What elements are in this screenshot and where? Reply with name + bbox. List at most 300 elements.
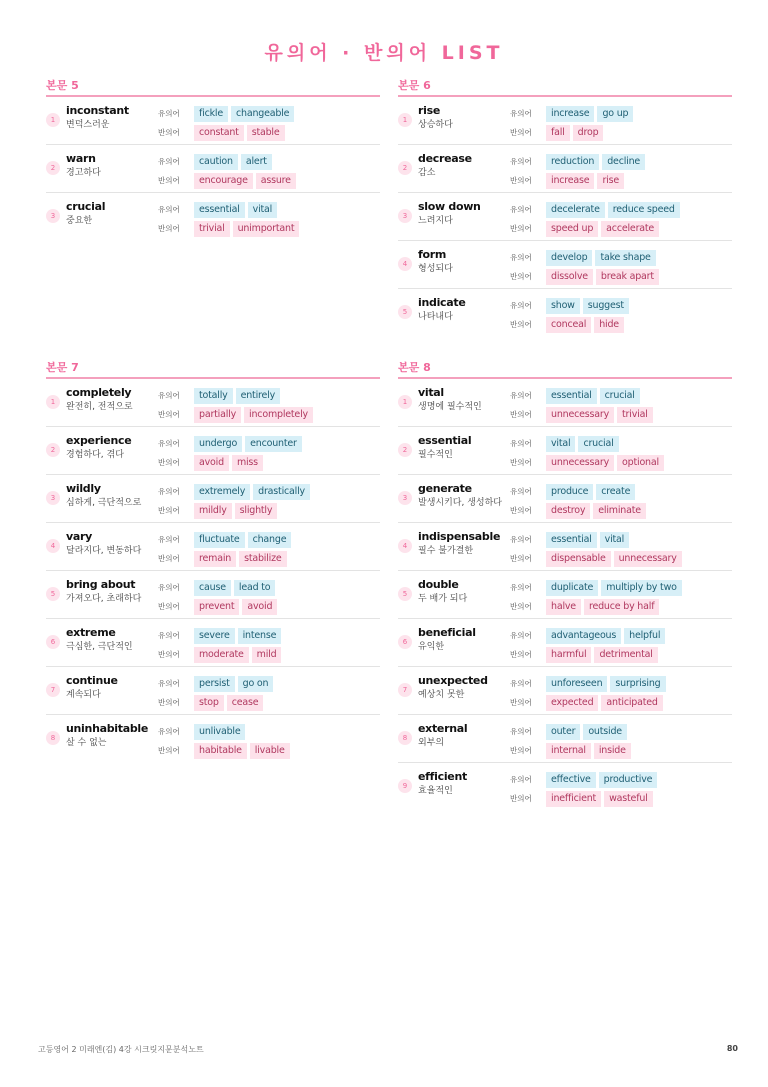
antonym-tag: livable	[250, 743, 290, 759]
headword: uninhabitable	[66, 722, 149, 735]
synonym-label: 유의어	[510, 109, 532, 118]
entry-number-badge: 7	[398, 683, 412, 697]
antonym-row	[158, 123, 297, 142]
antonym-tag: trivial	[194, 221, 230, 237]
word-column	[418, 104, 508, 131]
entry-number-badge: 2	[398, 443, 412, 457]
word-column	[66, 482, 156, 509]
antonym-tag: expected	[546, 695, 598, 711]
korean-meaning: 나타내다	[418, 312, 453, 322]
synonym-tag: reduce speed	[608, 202, 680, 218]
vocab-entry	[46, 667, 380, 715]
antonym-tag: unimportant	[233, 221, 300, 237]
antonym-label: 반의어	[158, 176, 180, 185]
synonym-row	[510, 674, 669, 693]
antonym-row	[510, 597, 685, 616]
korean-meaning: 중요한	[66, 216, 93, 226]
synonym-tag: vital	[546, 436, 575, 452]
synonym-tag: encounter	[245, 436, 302, 452]
antonym-tag: slightly	[235, 503, 278, 519]
word-column	[66, 152, 156, 179]
antonym-tag: encourage	[194, 173, 253, 189]
antonym-row	[158, 597, 280, 616]
synonym-antonym-rows	[158, 626, 284, 664]
synonym-antonym-rows	[158, 482, 313, 520]
synonym-row	[510, 200, 683, 219]
vocab-entry	[398, 193, 732, 241]
word-column	[66, 530, 156, 557]
synonym-row	[158, 674, 276, 693]
synonym-label: 유의어	[510, 301, 532, 310]
headword: rise	[418, 104, 441, 117]
synonym-row	[158, 434, 305, 453]
antonym-label: 반의어	[510, 650, 532, 659]
headword: indicate	[418, 296, 466, 309]
vocab-entry	[398, 523, 732, 571]
synonym-tag: crucial	[578, 436, 618, 452]
antonym-tag: stop	[194, 695, 224, 711]
synonym-tag: multiply by two	[601, 580, 682, 596]
synonym-tag: take shape	[595, 250, 655, 266]
synonym-tag: outer	[546, 724, 580, 740]
entry-number-badge: 3	[46, 491, 60, 505]
antonym-row	[158, 645, 284, 664]
antonym-tag: moderate	[194, 647, 249, 663]
entry-number-badge: 2	[398, 161, 412, 175]
synonym-tag: advantageous	[546, 628, 621, 644]
korean-meaning: 효율적인	[418, 786, 453, 796]
vocab-entry	[398, 475, 732, 523]
entry-number-badge: 3	[398, 209, 412, 223]
vocab-entry	[46, 571, 380, 619]
synonym-label: 유의어	[510, 727, 532, 736]
headword: wildly	[66, 482, 101, 495]
synonym-antonym-rows	[510, 770, 660, 808]
headword: double	[418, 578, 459, 591]
synonym-antonym-rows	[158, 200, 302, 238]
entry-number-badge: 1	[398, 113, 412, 127]
entry-number-badge: 2	[46, 161, 60, 175]
synonym-row	[158, 386, 316, 405]
section-label: 본문 5	[46, 79, 79, 92]
synonym-tag: essential	[546, 532, 597, 548]
synonym-label: 유의어	[510, 205, 532, 214]
antonym-row	[510, 453, 667, 472]
synonym-row	[158, 152, 299, 171]
page-number: 80	[726, 1044, 738, 1053]
synonym-antonym-rows	[158, 722, 293, 760]
antonym-tag: inefficient	[546, 791, 601, 807]
antonym-tag: mild	[252, 647, 282, 663]
korean-meaning: 경험하다, 겪다	[66, 450, 124, 460]
antonym-row	[510, 219, 683, 238]
antonym-tag: dispensable	[546, 551, 611, 567]
headword: form	[418, 248, 447, 261]
headword: vary	[66, 530, 92, 543]
synonym-antonym-rows	[510, 386, 656, 424]
word-column	[418, 626, 508, 653]
synonym-antonym-rows	[510, 578, 685, 616]
synonym-antonym-rows	[510, 296, 632, 334]
footer-book-title: 고등영어 2 미래엔(김) 4강 시크릿지문분석노트	[38, 1045, 204, 1054]
antonym-label: 반의어	[510, 320, 532, 329]
vocab-entry	[398, 379, 732, 427]
antonym-label: 반의어	[158, 410, 180, 419]
synonym-antonym-rows	[510, 626, 668, 664]
synonym-tag: changeable	[231, 106, 294, 122]
headword: vital	[418, 386, 444, 399]
headword: beneficial	[418, 626, 476, 639]
synonym-label: 유의어	[158, 487, 180, 496]
synonym-antonym-rows	[510, 674, 669, 712]
synonym-label: 유의어	[158, 631, 180, 640]
synonym-tag: increase	[546, 106, 594, 122]
korean-meaning: 발생시키다, 생성하다	[418, 498, 502, 508]
synonym-label: 유의어	[158, 157, 180, 166]
antonym-label: 반의어	[510, 746, 532, 755]
entry-number-badge: 2	[46, 443, 60, 457]
entry-number-badge: 6	[398, 635, 412, 649]
synonym-tag: caution	[194, 154, 238, 170]
antonym-tag: detrimental	[594, 647, 657, 663]
word-column	[418, 200, 508, 227]
synonym-tag: vital	[600, 532, 629, 548]
section-bonmun-7	[46, 360, 380, 763]
synonym-row	[510, 434, 667, 453]
entry-number-badge: 1	[398, 395, 412, 409]
antonym-tag: anticipated	[601, 695, 662, 711]
synonym-row	[158, 530, 294, 549]
vocab-entry	[46, 619, 380, 667]
synonym-label: 유의어	[158, 583, 180, 592]
synonym-tag: go on	[238, 676, 274, 692]
synonym-label: 유의어	[158, 109, 180, 118]
headword: unexpected	[418, 674, 488, 687]
antonym-tag: internal	[546, 743, 591, 759]
entry-number-badge: 4	[398, 539, 412, 553]
korean-meaning: 필수적인	[418, 450, 453, 460]
word-column	[66, 626, 156, 653]
synonym-row	[158, 104, 297, 123]
synonym-label: 유의어	[158, 205, 180, 214]
synonym-tag: productive	[599, 772, 658, 788]
word-column	[66, 578, 156, 605]
korean-meaning: 완전히, 전적으로	[66, 402, 133, 412]
antonym-row	[158, 453, 305, 472]
synonym-row	[158, 626, 284, 645]
korean-meaning: 형성되다	[418, 264, 453, 274]
word-column	[66, 674, 156, 701]
vocab-entry	[46, 427, 380, 475]
antonym-label: 반의어	[158, 506, 180, 515]
antonym-tag: unnecessary	[546, 407, 614, 423]
antonym-row	[510, 267, 662, 286]
antonym-label: 반의어	[158, 224, 180, 233]
word-column	[66, 386, 156, 413]
synonym-tag: essential	[546, 388, 597, 404]
antonym-row	[510, 171, 648, 190]
synonym-antonym-rows	[158, 578, 280, 616]
antonym-label: 반의어	[158, 128, 180, 137]
korean-meaning: 예상치 못한	[418, 690, 465, 700]
word-column	[418, 296, 508, 323]
vocab-entry	[398, 241, 732, 289]
section-label: 본문 8	[398, 361, 431, 374]
antonym-tag: dissolve	[546, 269, 593, 285]
synonym-tag: surprising	[610, 676, 665, 692]
antonym-tag: miss	[232, 455, 263, 471]
headword: indispensable	[418, 530, 501, 543]
synonym-row	[510, 578, 685, 597]
synonym-row	[510, 770, 660, 789]
headword: essential	[418, 434, 472, 447]
headword: generate	[418, 482, 472, 495]
entry-number-badge: 6	[46, 635, 60, 649]
synonym-antonym-rows	[510, 434, 667, 472]
antonym-label: 반의어	[510, 554, 532, 563]
synonym-tag: effective	[546, 772, 596, 788]
synonym-tag: go up	[597, 106, 633, 122]
antonym-tag: speed up	[546, 221, 598, 237]
entry-number-badge: 7	[46, 683, 60, 697]
headword: bring about	[66, 578, 136, 591]
synonym-antonym-rows	[510, 482, 649, 520]
vocab-entry	[398, 715, 732, 763]
synonym-tag: develop	[546, 250, 592, 266]
synonym-tag: create	[596, 484, 635, 500]
vocab-entry	[46, 523, 380, 571]
vocab-entry	[46, 715, 380, 763]
synonym-tag: alert	[241, 154, 272, 170]
synonym-tag: entirely	[236, 388, 280, 404]
synonym-row	[510, 530, 685, 549]
entry-number-badge: 5	[398, 305, 412, 319]
antonym-row	[510, 789, 660, 808]
synonym-antonym-rows	[158, 104, 297, 142]
antonym-tag: accelerate	[601, 221, 659, 237]
synonym-row	[510, 104, 636, 123]
synonym-label: 유의어	[510, 679, 532, 688]
antonym-label: 반의어	[158, 650, 180, 659]
antonym-tag: eliminate	[593, 503, 646, 519]
synonym-tag: undergo	[194, 436, 242, 452]
antonym-row	[158, 405, 316, 424]
antonym-tag: avoid	[242, 599, 277, 615]
synonym-tag: crucial	[600, 388, 640, 404]
headword: efficient	[418, 770, 467, 783]
synonym-tag: cause	[194, 580, 231, 596]
synonym-row	[158, 482, 313, 501]
antonym-tag: wasteful	[604, 791, 653, 807]
antonym-label: 반의어	[158, 602, 180, 611]
word-column	[418, 674, 508, 701]
korean-meaning: 변덕스러운	[66, 120, 110, 130]
korean-meaning: 상승하다	[418, 120, 453, 130]
antonym-row	[158, 693, 276, 712]
synonym-tag: reduction	[546, 154, 599, 170]
antonym-tag: stable	[247, 125, 285, 141]
synonym-tag: decelerate	[546, 202, 605, 218]
synonym-row	[510, 386, 656, 405]
synonym-tag: show	[546, 298, 580, 314]
word-column	[418, 434, 508, 461]
antonym-tag: increase	[546, 173, 594, 189]
antonym-tag: hide	[594, 317, 624, 333]
synonym-tag: intense	[238, 628, 282, 644]
antonym-tag: fall	[546, 125, 570, 141]
synonym-row	[510, 482, 649, 501]
word-column	[418, 722, 508, 749]
antonym-tag: rise	[597, 173, 624, 189]
vocab-entry	[46, 475, 380, 523]
page-title: 유의어 · 반의어 LIST	[264, 42, 504, 64]
synonym-label: 유의어	[158, 679, 180, 688]
headword: completely	[66, 386, 132, 399]
word-column	[418, 578, 508, 605]
entry-number-badge: 4	[46, 539, 60, 553]
synonym-label: 유의어	[510, 487, 532, 496]
antonym-tag: mildly	[194, 503, 232, 519]
word-column	[418, 482, 508, 509]
synonym-label: 유의어	[510, 583, 532, 592]
antonym-tag: unnecessary	[546, 455, 614, 471]
synonym-row	[158, 578, 280, 597]
synonym-antonym-rows	[510, 200, 683, 238]
synonym-tag: fluctuate	[194, 532, 245, 548]
antonym-row	[158, 171, 299, 190]
synonym-label: 유의어	[510, 253, 532, 262]
headword: extreme	[66, 626, 116, 639]
antonym-row	[510, 645, 668, 664]
korean-meaning: 두 배가 되다	[418, 594, 468, 604]
antonym-tag: reduce by half	[584, 599, 659, 615]
antonym-row	[510, 315, 632, 334]
antonym-tag: cease	[227, 695, 264, 711]
antonym-label: 반의어	[158, 554, 180, 563]
antonym-row	[158, 549, 294, 568]
synonym-antonym-rows	[158, 674, 276, 712]
synonym-antonym-rows	[510, 530, 685, 568]
antonym-row	[510, 741, 634, 760]
synonym-tag: vital	[248, 202, 277, 218]
synonym-label: 유의어	[510, 631, 532, 640]
antonym-tag: drop	[573, 125, 604, 141]
entry-number-badge: 4	[398, 257, 412, 271]
synonym-label: 유의어	[510, 157, 532, 166]
headword: experience	[66, 434, 132, 447]
headword: decrease	[418, 152, 472, 165]
antonym-label: 반의어	[158, 746, 180, 755]
antonym-tag: partially	[194, 407, 241, 423]
antonym-label: 반의어	[510, 794, 532, 803]
vocab-entry	[46, 145, 380, 193]
antonym-row	[158, 501, 313, 520]
synonym-label: 유의어	[158, 391, 180, 400]
headword: external	[418, 722, 468, 735]
headword: slow down	[418, 200, 481, 213]
entry-number-badge: 1	[46, 113, 60, 127]
word-column	[66, 434, 156, 461]
korean-meaning: 가져오다, 초래하다	[66, 594, 142, 604]
entry-number-badge: 3	[46, 209, 60, 223]
antonym-tag: break apart	[596, 269, 659, 285]
antonym-row	[510, 405, 656, 424]
antonym-tag: optional	[617, 455, 664, 471]
headword: continue	[66, 674, 118, 687]
korean-meaning: 유익한	[418, 642, 445, 652]
antonym-tag: constant	[194, 125, 244, 141]
korean-meaning: 달라지다, 변동하다	[66, 546, 142, 556]
antonym-tag: halve	[546, 599, 581, 615]
antonym-tag: incompletely	[244, 407, 313, 423]
synonym-row	[158, 200, 302, 219]
section-bonmun-5	[46, 78, 380, 241]
word-column	[418, 770, 508, 797]
synonym-tag: outside	[583, 724, 627, 740]
korean-meaning: 심하게, 극단적으로	[66, 498, 142, 508]
antonym-label: 반의어	[510, 410, 532, 419]
entry-number-badge: 9	[398, 779, 412, 793]
synonym-tag: unforeseen	[546, 676, 607, 692]
korean-meaning: 감소	[418, 168, 436, 178]
antonym-tag: unnecessary	[614, 551, 682, 567]
word-column	[418, 152, 508, 179]
entry-number-badge: 3	[398, 491, 412, 505]
synonym-antonym-rows	[158, 386, 316, 424]
word-column	[418, 530, 508, 557]
synonym-antonym-rows	[510, 722, 634, 760]
synonym-antonym-rows	[158, 434, 305, 472]
korean-meaning: 계속되다	[66, 690, 101, 700]
synonym-tag: duplicate	[546, 580, 598, 596]
synonym-tag: produce	[546, 484, 593, 500]
entry-number-badge: 8	[46, 731, 60, 745]
antonym-tag: inside	[594, 743, 631, 759]
synonym-tag: unlivable	[194, 724, 245, 740]
antonym-tag: habitable	[194, 743, 247, 759]
synonym-tag: essential	[194, 202, 245, 218]
entry-number-badge: 5	[46, 587, 60, 601]
antonym-row	[158, 741, 293, 760]
section-label: 본문 7	[46, 361, 79, 374]
synonym-antonym-rows	[510, 152, 648, 190]
entry-number-badge: 1	[46, 395, 60, 409]
vocab-entry	[398, 97, 732, 145]
korean-meaning: 극심한, 극단적인	[66, 642, 133, 652]
vocab-entry	[398, 763, 732, 811]
synonym-label: 유의어	[158, 535, 180, 544]
section-bonmun-6	[398, 78, 732, 337]
vocab-entry	[46, 193, 380, 241]
synonym-tag: decline	[602, 154, 645, 170]
synonym-antonym-rows	[510, 104, 636, 142]
synonym-label: 유의어	[158, 439, 180, 448]
vocab-entry	[398, 289, 732, 337]
korean-meaning: 경고하다	[66, 168, 101, 178]
synonym-tag: severe	[194, 628, 235, 644]
vocab-entry	[46, 379, 380, 427]
word-column	[66, 200, 156, 227]
antonym-tag: destroy	[546, 503, 590, 519]
headword: inconstant	[66, 104, 129, 117]
synonym-tag: helpful	[624, 628, 665, 644]
antonym-label: 반의어	[510, 176, 532, 185]
antonym-row	[510, 549, 685, 568]
synonym-antonym-rows	[510, 248, 662, 286]
antonym-tag: assure	[256, 173, 296, 189]
synonym-tag: lead to	[234, 580, 276, 596]
word-column	[418, 386, 508, 413]
